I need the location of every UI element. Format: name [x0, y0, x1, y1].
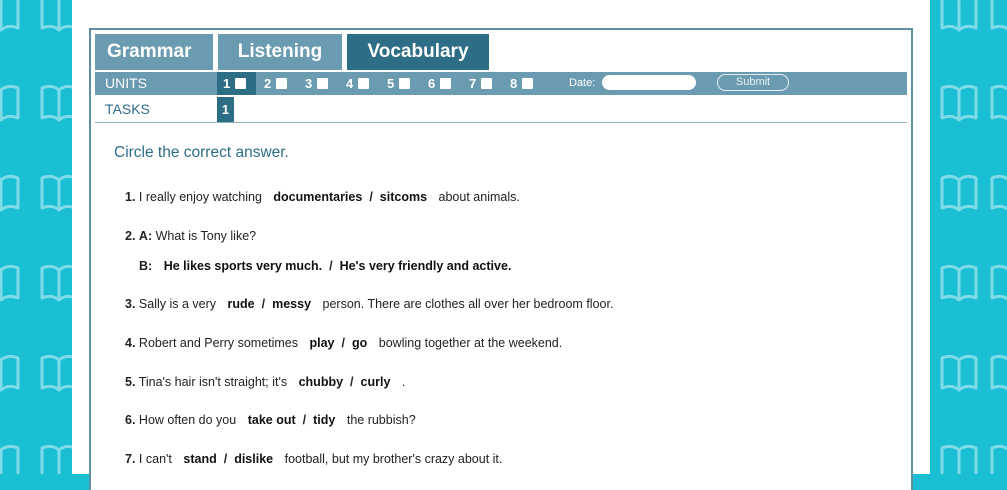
unit-checkbox[interactable] — [317, 78, 328, 89]
unit-checkbox[interactable] — [481, 78, 492, 89]
book-outline-icon — [936, 350, 982, 396]
question-1: 1. I really enjoy watching documentaries / sitcoms about animals. — [125, 190, 520, 204]
option-2[interactable]: He's very friendly and active. — [339, 259, 512, 273]
question-text-after: bowling together at the weekend. — [378, 336, 563, 350]
tab-listening[interactable]: Listening — [218, 34, 342, 70]
tab-vocabulary[interactable]: Vocabulary — [347, 34, 489, 70]
question-number: 2. — [125, 229, 136, 243]
book-outline-icon — [986, 260, 1007, 306]
book-outline-icon — [0, 440, 24, 474]
right-decorative-panel — [930, 0, 1007, 474]
unit-8[interactable] — [504, 72, 545, 95]
question-number: 7. — [125, 452, 136, 466]
unit-number: 7 — [469, 76, 477, 91]
book-outline-icon — [936, 260, 982, 306]
left-decorative-panel — [0, 0, 72, 474]
question-number: 6. — [125, 413, 136, 427]
book-outline-icon — [36, 80, 72, 126]
book-outline-icon — [986, 350, 1007, 396]
unit-checkbox[interactable] — [399, 78, 410, 89]
option-1[interactable]: He likes sports very much. — [163, 259, 323, 273]
question-text-before: I really enjoy watching — [138, 190, 262, 204]
question-3: 3. Sally is a very rude / messy person. There are clothes all over her bedroom floor. — [125, 297, 614, 311]
question-number: 5. — [125, 375, 136, 389]
book-outline-icon — [936, 80, 982, 126]
unit-5[interactable] — [381, 72, 422, 95]
unit-4[interactable] — [340, 72, 381, 95]
question-text-after: . — [401, 375, 406, 389]
question-number: 3. — [125, 297, 136, 311]
book-outline-icon — [986, 80, 1007, 126]
unit-checkbox[interactable] — [358, 78, 369, 89]
book-outline-icon — [36, 350, 72, 396]
tasks-label: TASKS — [105, 101, 150, 117]
option-2[interactable]: curly — [360, 375, 391, 389]
date-input[interactable] — [602, 75, 696, 90]
unit-number: 8 — [510, 76, 518, 91]
book-outline-icon — [936, 0, 982, 36]
book-outline-icon — [0, 260, 24, 306]
option-1[interactable]: stand — [183, 452, 217, 466]
book-outline-icon — [36, 170, 72, 216]
unit-checkbox[interactable] — [522, 78, 533, 89]
unit-3[interactable] — [299, 72, 340, 95]
content-page — [72, 0, 930, 474]
book-outline-icon — [36, 440, 72, 474]
question-number: 1. — [125, 190, 136, 204]
submit-button[interactable]: Submit — [717, 74, 789, 91]
book-outline-icon — [986, 170, 1007, 216]
date-label: Date: — [569, 77, 596, 89]
task-1[interactable]: 1 — [217, 97, 234, 122]
question-text: What is Tony like? — [155, 229, 257, 243]
unit-list — [217, 72, 545, 95]
unit-1[interactable] — [217, 72, 256, 95]
unit-checkbox[interactable] — [235, 78, 246, 89]
option-2[interactable]: messy — [272, 297, 312, 311]
book-outline-icon — [0, 80, 24, 126]
units-label: UNITS — [105, 75, 147, 91]
unit-number: 3 — [305, 76, 313, 91]
unit-checkbox[interactable] — [276, 78, 287, 89]
option-2[interactable]: dislike — [234, 452, 274, 466]
question-text-before: Robert and Perry sometimes — [138, 336, 299, 350]
unit-number: 2 — [264, 76, 272, 91]
book-outline-icon — [936, 440, 982, 474]
question-5: 5. Tina's hair isn't straight; it's chubby / curly . — [125, 375, 406, 389]
tab-grammar[interactable]: Grammar — [95, 34, 213, 70]
question-text-after: person. There are clothes all over her bedroom floor. — [322, 297, 614, 311]
option-1[interactable]: chubby — [298, 375, 344, 389]
question-number: 4. — [125, 336, 136, 350]
option-2[interactable]: tidy — [313, 413, 336, 427]
book-outline-icon — [986, 0, 1007, 36]
question-2-a — [125, 229, 256, 243]
units-bar — [95, 72, 907, 95]
book-outline-icon — [936, 170, 982, 216]
question-4: 4. Robert and Perry sometimes play / go bowling together at the weekend. — [125, 336, 563, 350]
instruction-text: Circle the correct answer. — [114, 144, 289, 161]
question-text-before: I can't — [138, 452, 172, 466]
option-1[interactable]: rude — [227, 297, 255, 311]
question-2-b: B: He likes sports very much. / He's very friendly and active. — [139, 259, 512, 273]
book-outline-icon — [986, 440, 1007, 474]
book-outline-icon — [36, 0, 72, 36]
unit-6[interactable] — [422, 72, 463, 95]
question-text-after: the rubbish? — [346, 413, 416, 427]
unit-checkbox[interactable] — [440, 78, 451, 89]
question-text-after: about animals. — [438, 190, 520, 204]
book-outline-icon — [36, 260, 72, 306]
exercise-frame — [89, 28, 913, 490]
option-1[interactable]: take out — [247, 413, 296, 427]
option-2[interactable]: sitcoms — [379, 190, 428, 204]
question-text-before: How often do you — [138, 413, 237, 427]
unit-number: 5 — [387, 76, 395, 91]
section-tabs — [95, 34, 494, 70]
option-2[interactable]: go — [352, 336, 368, 350]
question-text-after: football, but my brother's crazy about it. — [284, 452, 503, 466]
book-outline-icon — [0, 0, 24, 36]
question-text-before: Sally is a very — [138, 297, 217, 311]
option-1[interactable]: play — [309, 336, 335, 350]
question-6: 6. How often do you take out / tidy the rubbish? — [125, 413, 416, 427]
unit-number: 4 — [346, 76, 354, 91]
book-outline-icon — [0, 170, 24, 216]
unit-number: 1 — [223, 76, 231, 91]
question-text-before: Tina's hair isn't straight; it's — [138, 375, 288, 389]
unit-7[interactable] — [463, 72, 504, 95]
unit-number: 6 — [428, 76, 436, 91]
tasks-bar — [95, 97, 907, 123]
speaker-label: B: — [139, 259, 153, 273]
option-1[interactable]: documentaries — [273, 190, 363, 204]
speaker-label: A: — [138, 229, 153, 243]
book-outline-icon — [0, 350, 24, 396]
question-7: 7. I can't stand / dislike football, but my brother's crazy about it. — [125, 452, 503, 466]
unit-2[interactable] — [258, 72, 299, 95]
